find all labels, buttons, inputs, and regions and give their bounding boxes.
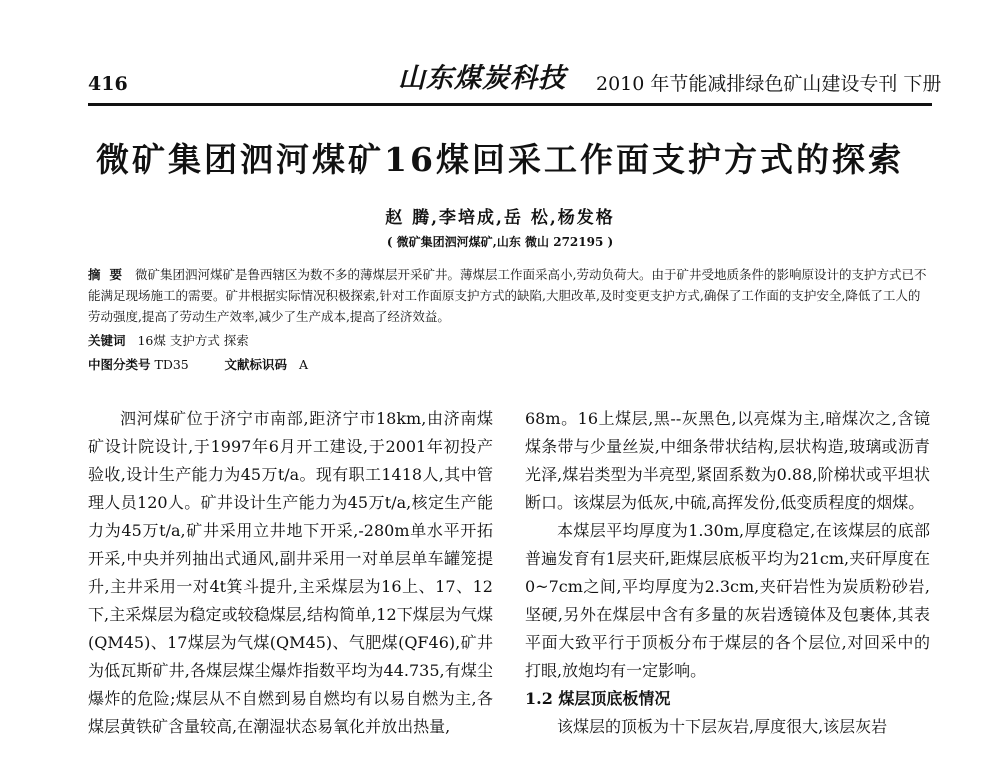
body-paragraph: 该煤层的顶板为十下层灰岩,厚度很大,该层灰岩: [557, 717, 888, 736]
article-title: 微矿集团泗河煤矿16煤回采工作面支护方式的探索: [96, 140, 904, 179]
abstract-label: 摘要: [88, 267, 132, 282]
keywords-line: [88, 331, 249, 349]
affiliation: ( 微矿集团泗河煤矿,山东 微山 272195 ): [386, 235, 614, 249]
keywords-label: 关键词: [88, 333, 126, 348]
body-paragraph: 68m。16上煤层,黑--灰黑色,以亮煤为主,暗煤次之,含镜煤条带与少量丝炭,中细条带状结构,层状构造,玻璃或沥青光泽,煤岩类型为半亮型,紧固系数为0.88,阶梯状或平坦状断口。该煤层为低灰,中硫,高挥发份,低变质程度的烟煤。: [525, 409, 930, 512]
journal-logo: 山东煤炭科技: [398, 63, 566, 94]
classification-line: [88, 355, 308, 373]
body-paragraph: 本煤层平均厚度为1.30m,厚度稳定,在该煤层的底部普遍发育有1层夹矸,距煤层底板平均为21cm,夹矸厚度在0~7cm之间,平均厚度为2.3cm,夹矸岩性为炭质粉砂岩,坚硬,另外在煤层中含有多量的灰岩透镜体及包裹体,其表平面大致平行于顶板分布于煤层的各个层位,对回采中的打眼,放炮均有一定影响。: [525, 521, 930, 680]
keywords: 16煤 支护方式 探索: [137, 333, 249, 348]
classification-label: 中图分类号: [88, 357, 151, 372]
authors: 赵 腾,李培成,岳 松,杨发格: [385, 208, 615, 228]
section-heading: 1.2 煤层顶底板情况: [525, 689, 671, 708]
body-left-column: [88, 405, 493, 741]
header-rule: [88, 103, 932, 106]
body-paragraph: 泗河煤矿位于济宁市南部,距济宁市18km,由济南煤矿设计院设计,于1997年6月开工建设,于2001年初投产验收,设计生产能力为45万t/a。现有职工1418人,其中管理人员120人。矿井设计生产能力为45万t/a,核定生产能力为45万t/a,矿井采用立井地下开采,-280m单水平开拓开采,中央并列抽出式通风,副井采用一对单层单车罐笼提升,主井采用一对4t箕斗提升,主采煤层为16上、17、12下,主采煤层为稳定或较稳煤层,结构简单,12下煤层为气煤(QM45)、17煤层为气煤(QM45)、气肥煤(QF46),矿井为低瓦斯矿井,各煤层煤尘爆炸指数平均为44.735,有煤尘爆炸的危险;煤层从不自燃到易自燃均有以易自燃为主,各煤层黄铁矿含量较高,在潮湿状态易氧化并放出热量,: [88, 409, 493, 736]
classification-code: TD35: [154, 357, 189, 372]
page-number: 416: [88, 73, 128, 95]
abstract-text: 微矿集团泗河煤矿是鲁西辖区为数不多的薄煤层开采矿井。薄煤层工作面采高小,劳动负荷大。由于矿井受地质条件的影响原设计的支护方式已不能满足现场施工的需要。矿井根据实际情况积极探索,针对工作面原支护方式的缺陷,大胆改革,及时变更支护方式,确保了工作面的支护安全,降低了工人的劳动强度,提高了劳动生产效率,减少了生产成本,提高了经济效益。: [88, 267, 927, 324]
doc-code: A: [298, 357, 308, 372]
abstract: [88, 264, 932, 327]
doc-code-label: 文献标识码: [224, 357, 288, 372]
issue-title: 2010 年节能减排绿色矿山建设专刊 下册: [596, 73, 942, 95]
body-right-column: [525, 405, 930, 741]
